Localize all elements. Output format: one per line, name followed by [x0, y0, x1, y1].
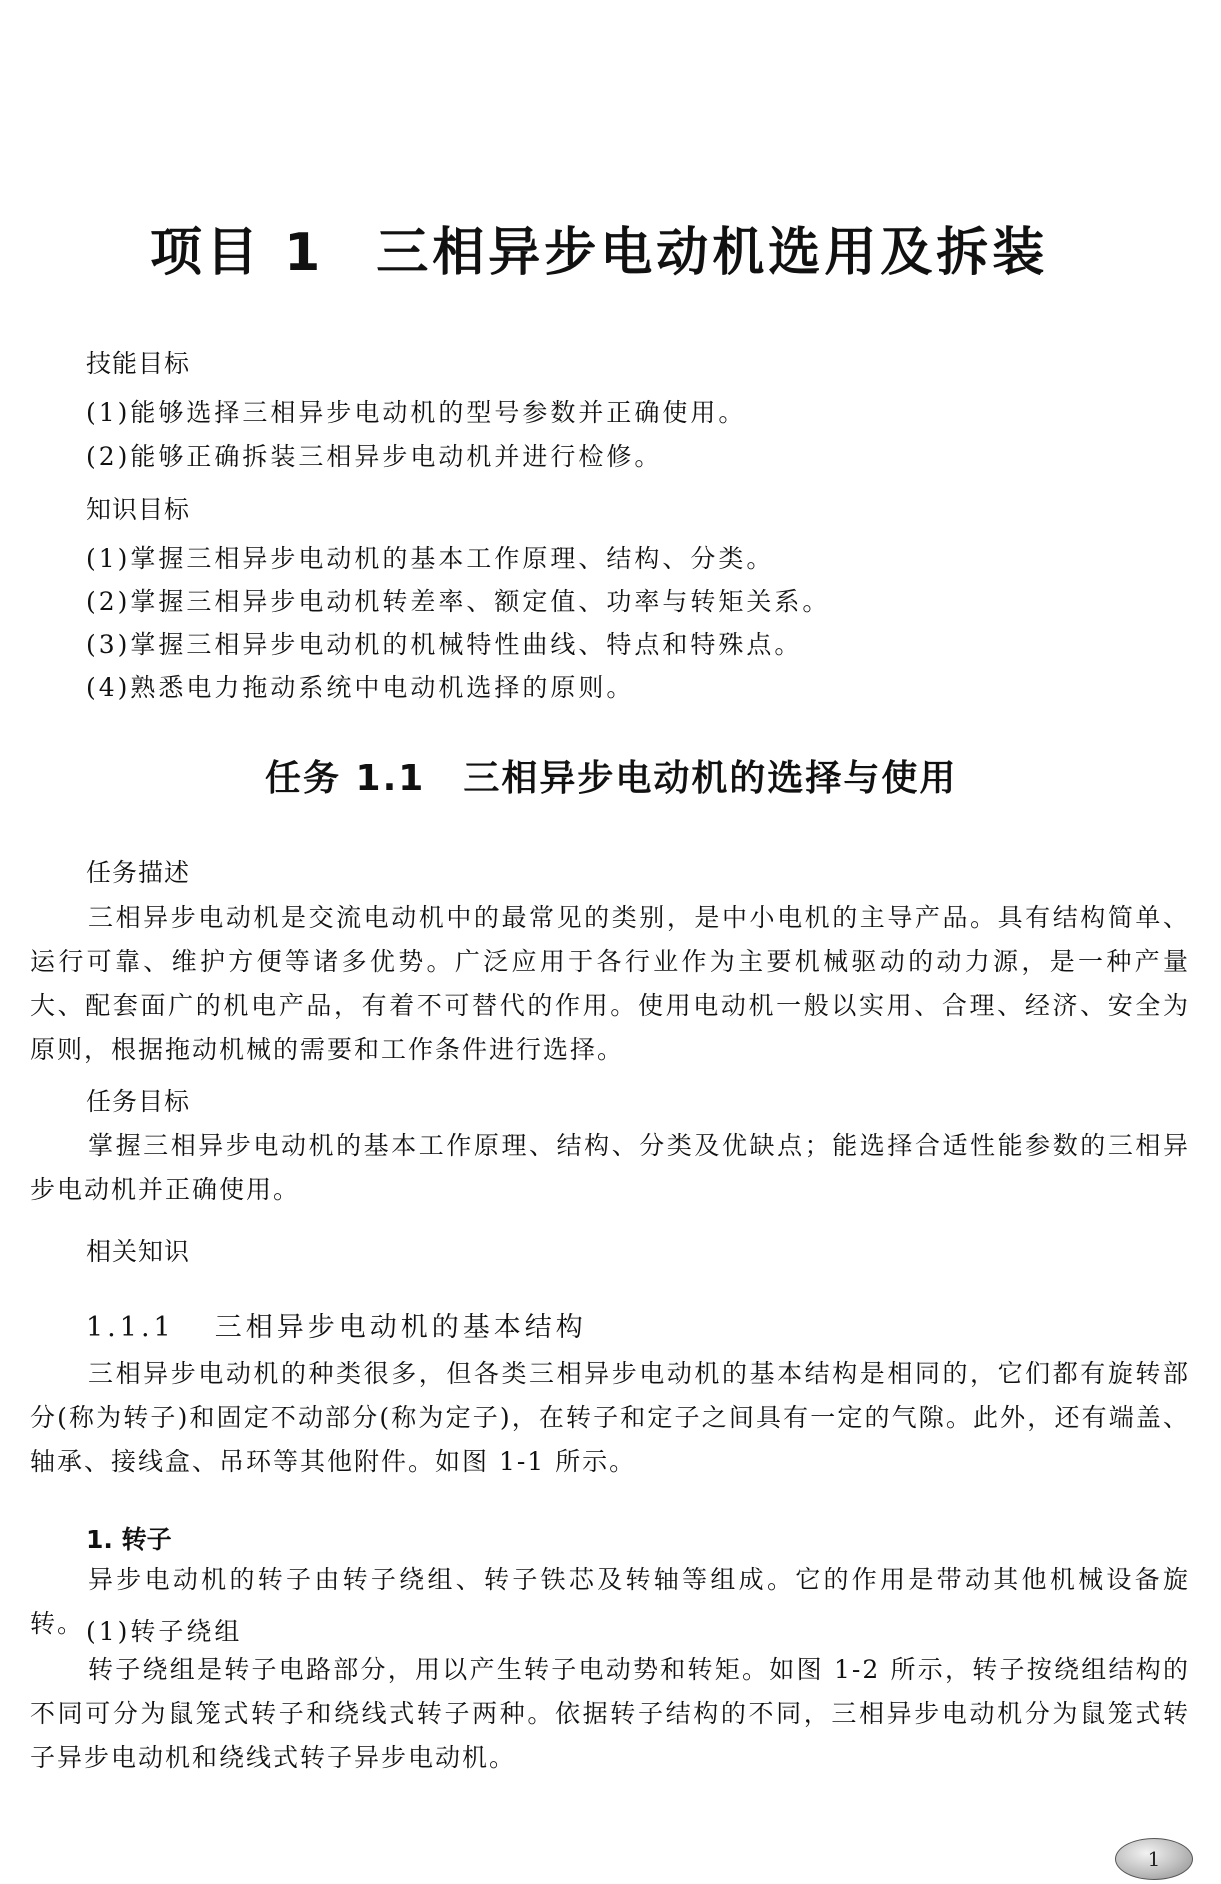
section-number: 1.1.1: [86, 1312, 175, 1343]
rotor-winding-text: 转子绕组是转子电路部分，用以产生转子电动势和转矩。如图 1-2 所示，转子按绕组结构的不同可分为鼠笼式转子和绕线式转子两种。依据转子结构的不同，三相异步电动机分为鼠笼式转子异步电动机和绕线式转子异步电动机。: [30, 1655, 1190, 1772]
task-description-heading: 任务描述: [86, 858, 191, 887]
task-goal-heading: 任务目标: [86, 1087, 191, 1116]
knowledge-goal-item: (1)掌握三相异步电动机的基本工作原理、结构、分类。: [86, 544, 775, 573]
knowledge-goals-heading: 知识目标: [86, 495, 191, 524]
page-number: 1: [1147, 1847, 1161, 1871]
chapter-title-text: 三相异步电动机选用及拆装: [376, 223, 1049, 283]
section-title: 三相异步电动机的基本结构: [214, 1312, 587, 1343]
task-number: 任务 1.1: [265, 758, 426, 799]
skill-goal-item: (2)能够正确拆装三相异步电动机并进行检修。: [86, 442, 663, 471]
skill-goals-heading: 技能目标: [86, 349, 191, 378]
knowledge-goal-item: (4)熟悉电力拖动系统中电动机选择的原则。: [86, 673, 635, 702]
knowledge-goal-item: (3)掌握三相异步电动机的机械特性曲线、特点和特殊点。: [86, 630, 803, 659]
knowledge-goal-item: (2)掌握三相异步电动机转差率、额定值、功率与转矩关系。: [86, 587, 831, 616]
rotor-heading: 1. 转子: [86, 1525, 172, 1554]
chapter-number: 项目 1: [150, 223, 325, 283]
rotor-winding-heading: (1)转子绕组: [86, 1617, 243, 1646]
section-text: 三相异步电动机的种类很多，但各类三相异步电动机的基本结构是相同的，它们都有旋转部分(称为转子)和固定不动部分(称为定子)，在转子和定子之间具有一定的气隙。此外，还有端盖、轴承、接线盒、吊环等其他附件。如图 1-1 所示。: [30, 1359, 1190, 1476]
related-knowledge-heading: 相关知识: [86, 1237, 191, 1266]
section-heading: [86, 1305, 587, 1344]
skill-goal-item: (1)能够选择三相异步电动机的型号参数并正确使用。: [86, 398, 747, 427]
page-number-badge: [1115, 1838, 1193, 1880]
task-title-text: 三相异步电动机的选择与使用: [463, 758, 958, 799]
chapter-title: [150, 210, 1070, 285]
task-description-text: 三相异步电动机是交流电动机中的最常见的类别，是中小电机的主导产品。具有结构简单、运行可靠、维护方便等诸多优势。广泛应用于各行业作为主要机械驱动的动力源，是一种产量大、配套面广的机电产品，有着不可替代的作用。使用电动机一般以实用、合理、经济、安全为原则，根据拖动机械的需要和工作条件进行选择。: [30, 903, 1190, 1064]
task-goal-text: 掌握三相异步电动机的基本工作原理、结构、分类及优缺点；能选择合适性能参数的三相异步电动机并正确使用。: [30, 1131, 1190, 1204]
task-title: [265, 750, 1025, 801]
rotor-text: 异步电动机的转子由转子绕组、转子铁芯及转轴等组成。它的作用是带动其他机械设备旋转。: [30, 1565, 1190, 1638]
